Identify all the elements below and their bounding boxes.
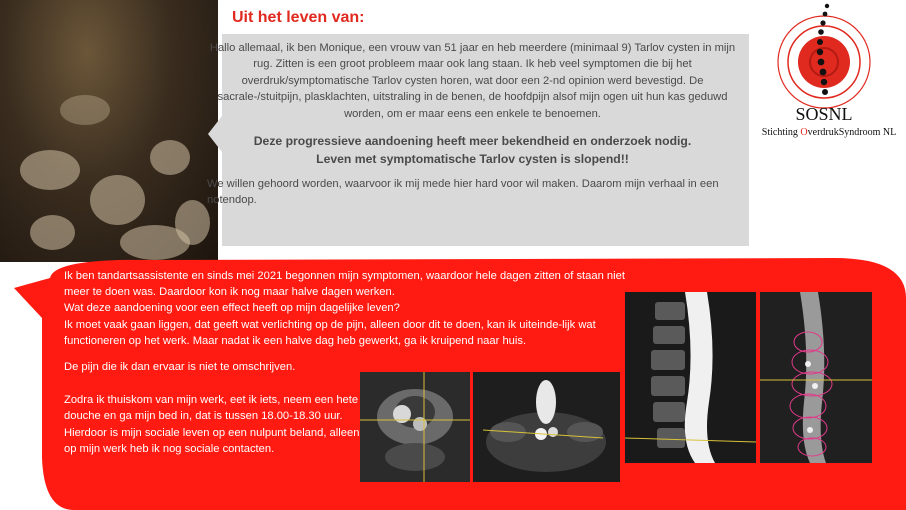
emphasis-line-1: Deze progressieve aandoening heeft meer bekendheid en onderzoek nodig.: [253, 134, 692, 149]
story-paragraph-4: Zodra ik thuiskom van mijn werk, eet ik iets, neem een hete douche en ga mijn bed in, dat is tussen 18.00-18.30 uur. Hierdoor is mijn sociale leven op een nulpunt beland, alleen op mijn werk heb ik nog sociale contacten.: [64, 394, 360, 456]
story-text: [64, 268, 630, 375]
intro-paragraph: Hallo allemaal, ik ben Monique, een vrouw van 51 jaar en heb meerdere (minimaal 9) Tarlov cysten in mijn rug. Zitten is een groot probleem maar ook lang staan. Ik heb veel symptomen die bij het overdruk/symptomatische Tarlov cysten horen, wat door een 2-nd opinion werd bevestigd. De sacrale-/stuitpijn, plasklachten, uitstraling in de benen, de hoofdpijn alsof mijn ogen uit hun kas geduwd worden, om er maar eens een enkele te benoemen.: [209, 42, 736, 120]
story-paragraph-1: Ik ben tandartsassistente en sinds mei 2021 begonnen mijn symptomen, waardoor hele dagen zitten of staan niet meer te doen was. Daardoor kon ik nog maar halve dagen werken.: [64, 270, 625, 299]
mri-axial-scan-2: [473, 372, 620, 482]
intro-closing: We willen gehoord worden, waarvoor ik mij mede hier hard voor wil maken. Daarom mijn verhaal in een notendop.: [207, 178, 719, 207]
emphasis-line-2: Leven met symptomatische Tarlov cysten is slopend!!: [316, 152, 629, 167]
page-heading: Uit het leven van:: [232, 9, 365, 26]
mri-axial-scan-1: [360, 372, 470, 482]
story-question: Wat deze aandoening voor een effect heeft op mijn dagelijke leven?: [64, 302, 400, 315]
mri-sagittal-scan-2: [760, 292, 872, 463]
logo-abbreviation: SOSNL: [795, 104, 853, 124]
story-paragraph-2: Ik moet vaak gaan liggen, dat geeft wat verlichting op de pijn, alleen door dit te doen, kan ik uiteinde-lijk wat functioneren op het werk. Maar nadat ik een halve dag heb gewerkt, ga ik kruipend naar huis.: [64, 318, 596, 347]
story-paragraph-3: De pijn die ik dan ervaar is niet te omschrijven.: [64, 361, 296, 374]
intro-text: [205, 40, 740, 209]
mri-sagittal-scan-1: [625, 292, 756, 463]
bedroom-photo: [0, 0, 218, 262]
logo-caption: Stichting OverdrukSyndroom NL: [761, 127, 897, 138]
